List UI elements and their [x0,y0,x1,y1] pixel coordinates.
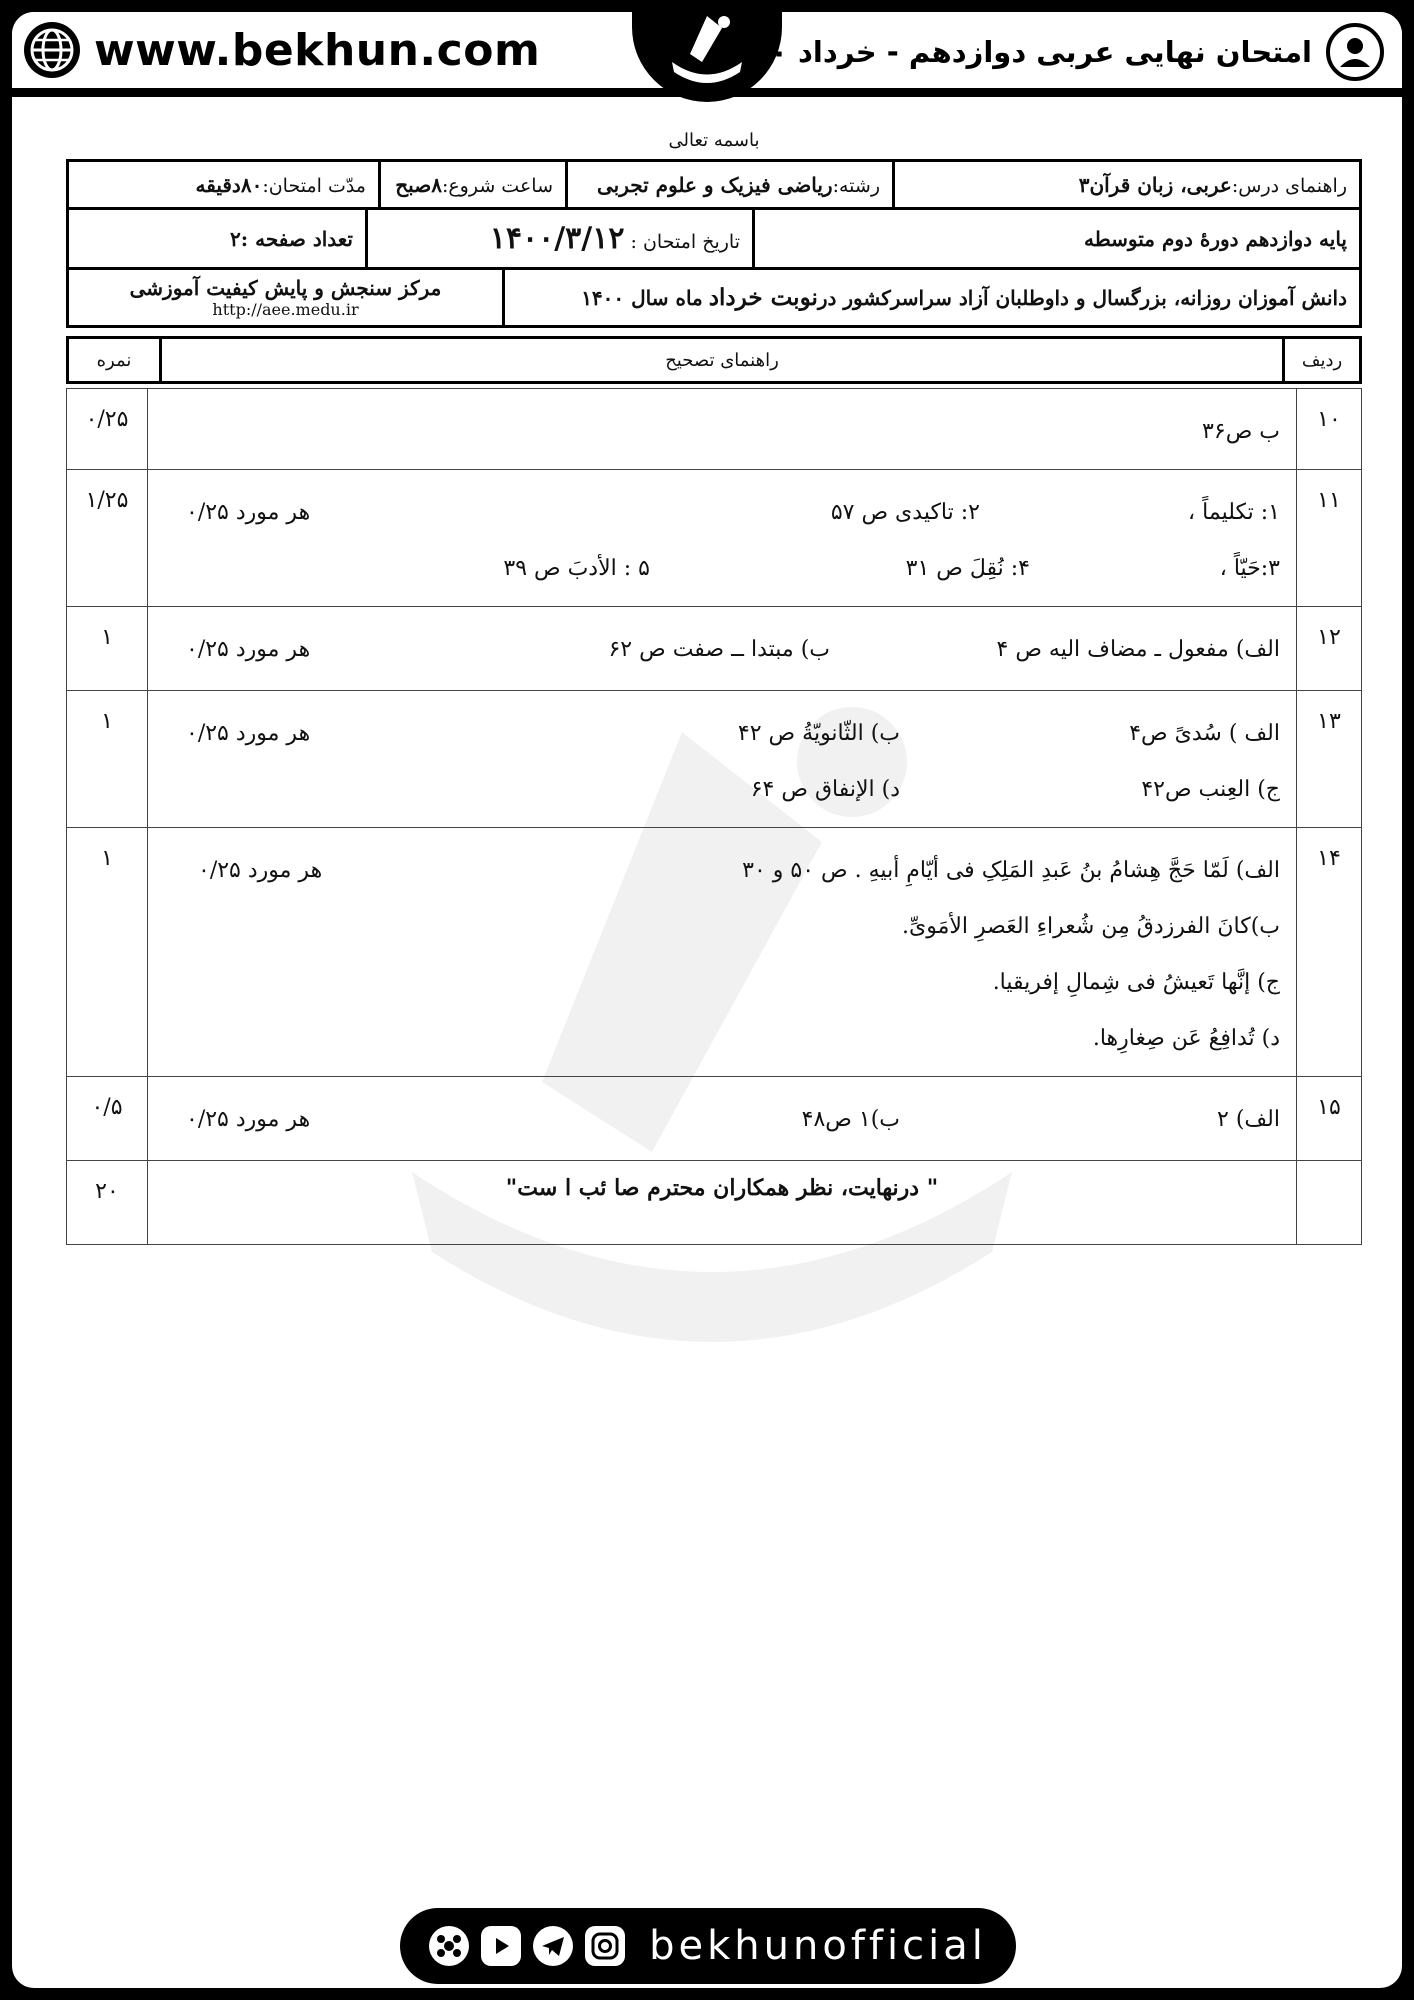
telegram-icon[interactable] [533,1926,573,1966]
answer-text: ب)۱ ص۴۸ [801,1106,900,1132]
row-number: ۱۰ [1297,389,1362,470]
score-note: هر مورد ۰/۲۵ [186,1106,311,1132]
answer-text: ب)کانَ الفرزدقُ مِن شُعراءِ العَصرِ الأمَویِّ. [901,913,1280,939]
score-note: هر مورد ۰/۲۵ [186,720,311,746]
row-answer [148,828,1297,1077]
row-score: ۰/۵ [67,1077,148,1161]
duration-label: مدّت امتحان: [262,174,366,197]
date-value: ۱۴۰۰/۳/۱۲ [489,221,625,256]
row-number: ۱۴ [1297,828,1362,1077]
row-number: ۱۵ [1297,1077,1362,1161]
col-score: نمره [68,338,161,383]
students-text: دانش آموزان روزانه، بزرگسال و داوطلبان آزاد سراسرکشور در [817,286,1347,310]
date-cell [367,209,754,269]
answer-text: الف ) سُدیً ص۴ [1129,720,1280,746]
answer-text: ۱: تکلیماً ، [1188,499,1280,525]
total-row [67,1161,1362,1245]
start-time-value: ۸صبح [395,172,442,197]
instagram-icon[interactable] [585,1926,625,1966]
table-row [67,607,1362,691]
center-cell [68,269,504,327]
students-cell [504,269,1361,327]
top-header-bar [12,12,1402,90]
exam-info-table-2 [66,207,1362,270]
answer-text: ب ص۳۶ [1202,418,1280,444]
score-note: هر مورد ۰/۲۵ [186,636,311,662]
course-label: راهنمای درس: [1231,174,1347,197]
answer-text: د) الإنفاق ص ۶۴ [750,776,900,802]
row-score: ۱ [67,828,148,1077]
pages-cell: تعداد صفحه :۲ [68,209,367,269]
duration-value: ۸۰دقیقه [195,172,263,197]
grade-cell: پایه دوازدهم دورهٔ دوم متوسطه [754,209,1361,269]
session-text: نوبت خرداد [708,284,818,311]
row-score: ۱ [67,691,148,828]
row-answer [148,389,1297,470]
answer-text: ج) العِنب ص۴۲ [1141,776,1280,802]
column-header [66,336,1362,384]
exam-info-table [66,159,1362,210]
table-row [67,828,1362,1077]
closing-note: " درنهایت، نظر همکاران محترم صا ئب ا ست" [148,1161,1297,1245]
page-title-group [717,20,1384,84]
aparat-icon[interactable] [429,1926,469,1966]
table-row [67,691,1362,828]
field-label: رشته: [832,174,880,197]
field-cell [567,161,894,209]
row-score: ۰/۲۵ [67,389,148,470]
row-number: ۱۲ [1297,607,1362,691]
score-note: هر مورد ۰/۲۵ [198,857,323,883]
row-answer [148,607,1297,691]
row-number: ۱۱ [1297,470,1362,607]
globe-icon [24,22,80,78]
start-time-label: ساعت شروع: [441,174,553,197]
answer-key-document [66,112,1362,1245]
course-cell [894,161,1361,209]
site-url[interactable]: www.bekhun.com [94,24,541,76]
answer-text: ۳:حَیّاً ، [1219,555,1280,581]
answer-text: الف) مفعول ـ مضاف الیه ص ۴ [996,636,1280,662]
social-bar [400,1908,1016,1984]
answer-text: ب) مبتدا ــ صفت ص ۶۲ [608,636,830,662]
course-value: عربی، زبان قرآن۳ [1078,172,1232,197]
score-note: هر مورد ۰/۲۵ [186,499,311,525]
row-number: ۱۳ [1297,691,1362,828]
date-label: تاریخ امتحان : [630,231,740,253]
row-answer [148,470,1297,607]
answer-text: ج) إنَّها تَعیشُ فی شِمالِ إفریقیا. [992,969,1280,995]
table-row [67,1077,1362,1161]
answer-text: ۴: نُقِلَ ص ۳۱ [905,555,1030,581]
row-number-empty [1297,1161,1362,1245]
table-row [67,470,1362,607]
duration-cell [68,161,380,209]
center-url[interactable]: http://aee.medu.ir [212,300,359,319]
year-text: ماه سال ۱۴۰۰ [581,286,703,310]
answer-text: ۲: تاکیدی ص ۵۷ [830,499,980,525]
answer-text: د) تُدافِعُ عَن صِغارِها. [1092,1025,1280,1051]
site-link[interactable] [24,20,540,80]
header-divider [12,88,1402,97]
col-guide: راهنمای تصحیح [161,338,1284,383]
youtube-icon[interactable] [481,1926,521,1966]
center-name: مرکز سنجش و پایش کیفیت آموزشی [129,276,442,300]
row-score: ۱/۲۵ [67,470,148,607]
answer-text: الف) لَمّا حَجَّ هِشامُ بنُ عَبدِ المَلِکِ فی أیّامِ أبیهِ . ص ۵۰ و ۳۰ [742,857,1280,883]
page [12,12,1402,1988]
start-time-cell [380,161,567,209]
user-icon[interactable] [1326,23,1384,81]
exam-info-table-3 [66,267,1362,328]
page-title: امتحان نهایی عربی دوازدهم - خرداد ۱۴۰۰ [717,35,1312,69]
col-row: ردیف [1284,338,1361,383]
basmala: باسمه تعالی [668,130,760,151]
answer-table [66,388,1362,1245]
answer-text: الف) ۲ [1217,1106,1280,1132]
social-handle[interactable]: bekhunofficial [649,1923,987,1969]
answer-text: ب) الثّانویّةُ ص ۴۲ [737,720,900,746]
row-answer [148,1077,1297,1161]
table-row [67,389,1362,470]
row-score: ۱ [67,607,148,691]
row-answer [148,691,1297,828]
total-score: ۲۰ [67,1161,148,1245]
answer-text: ۵ : الأدبَ ص ۳۹ [503,555,650,581]
field-value: ریاضی فیزیک و علوم تجربی [596,172,833,197]
